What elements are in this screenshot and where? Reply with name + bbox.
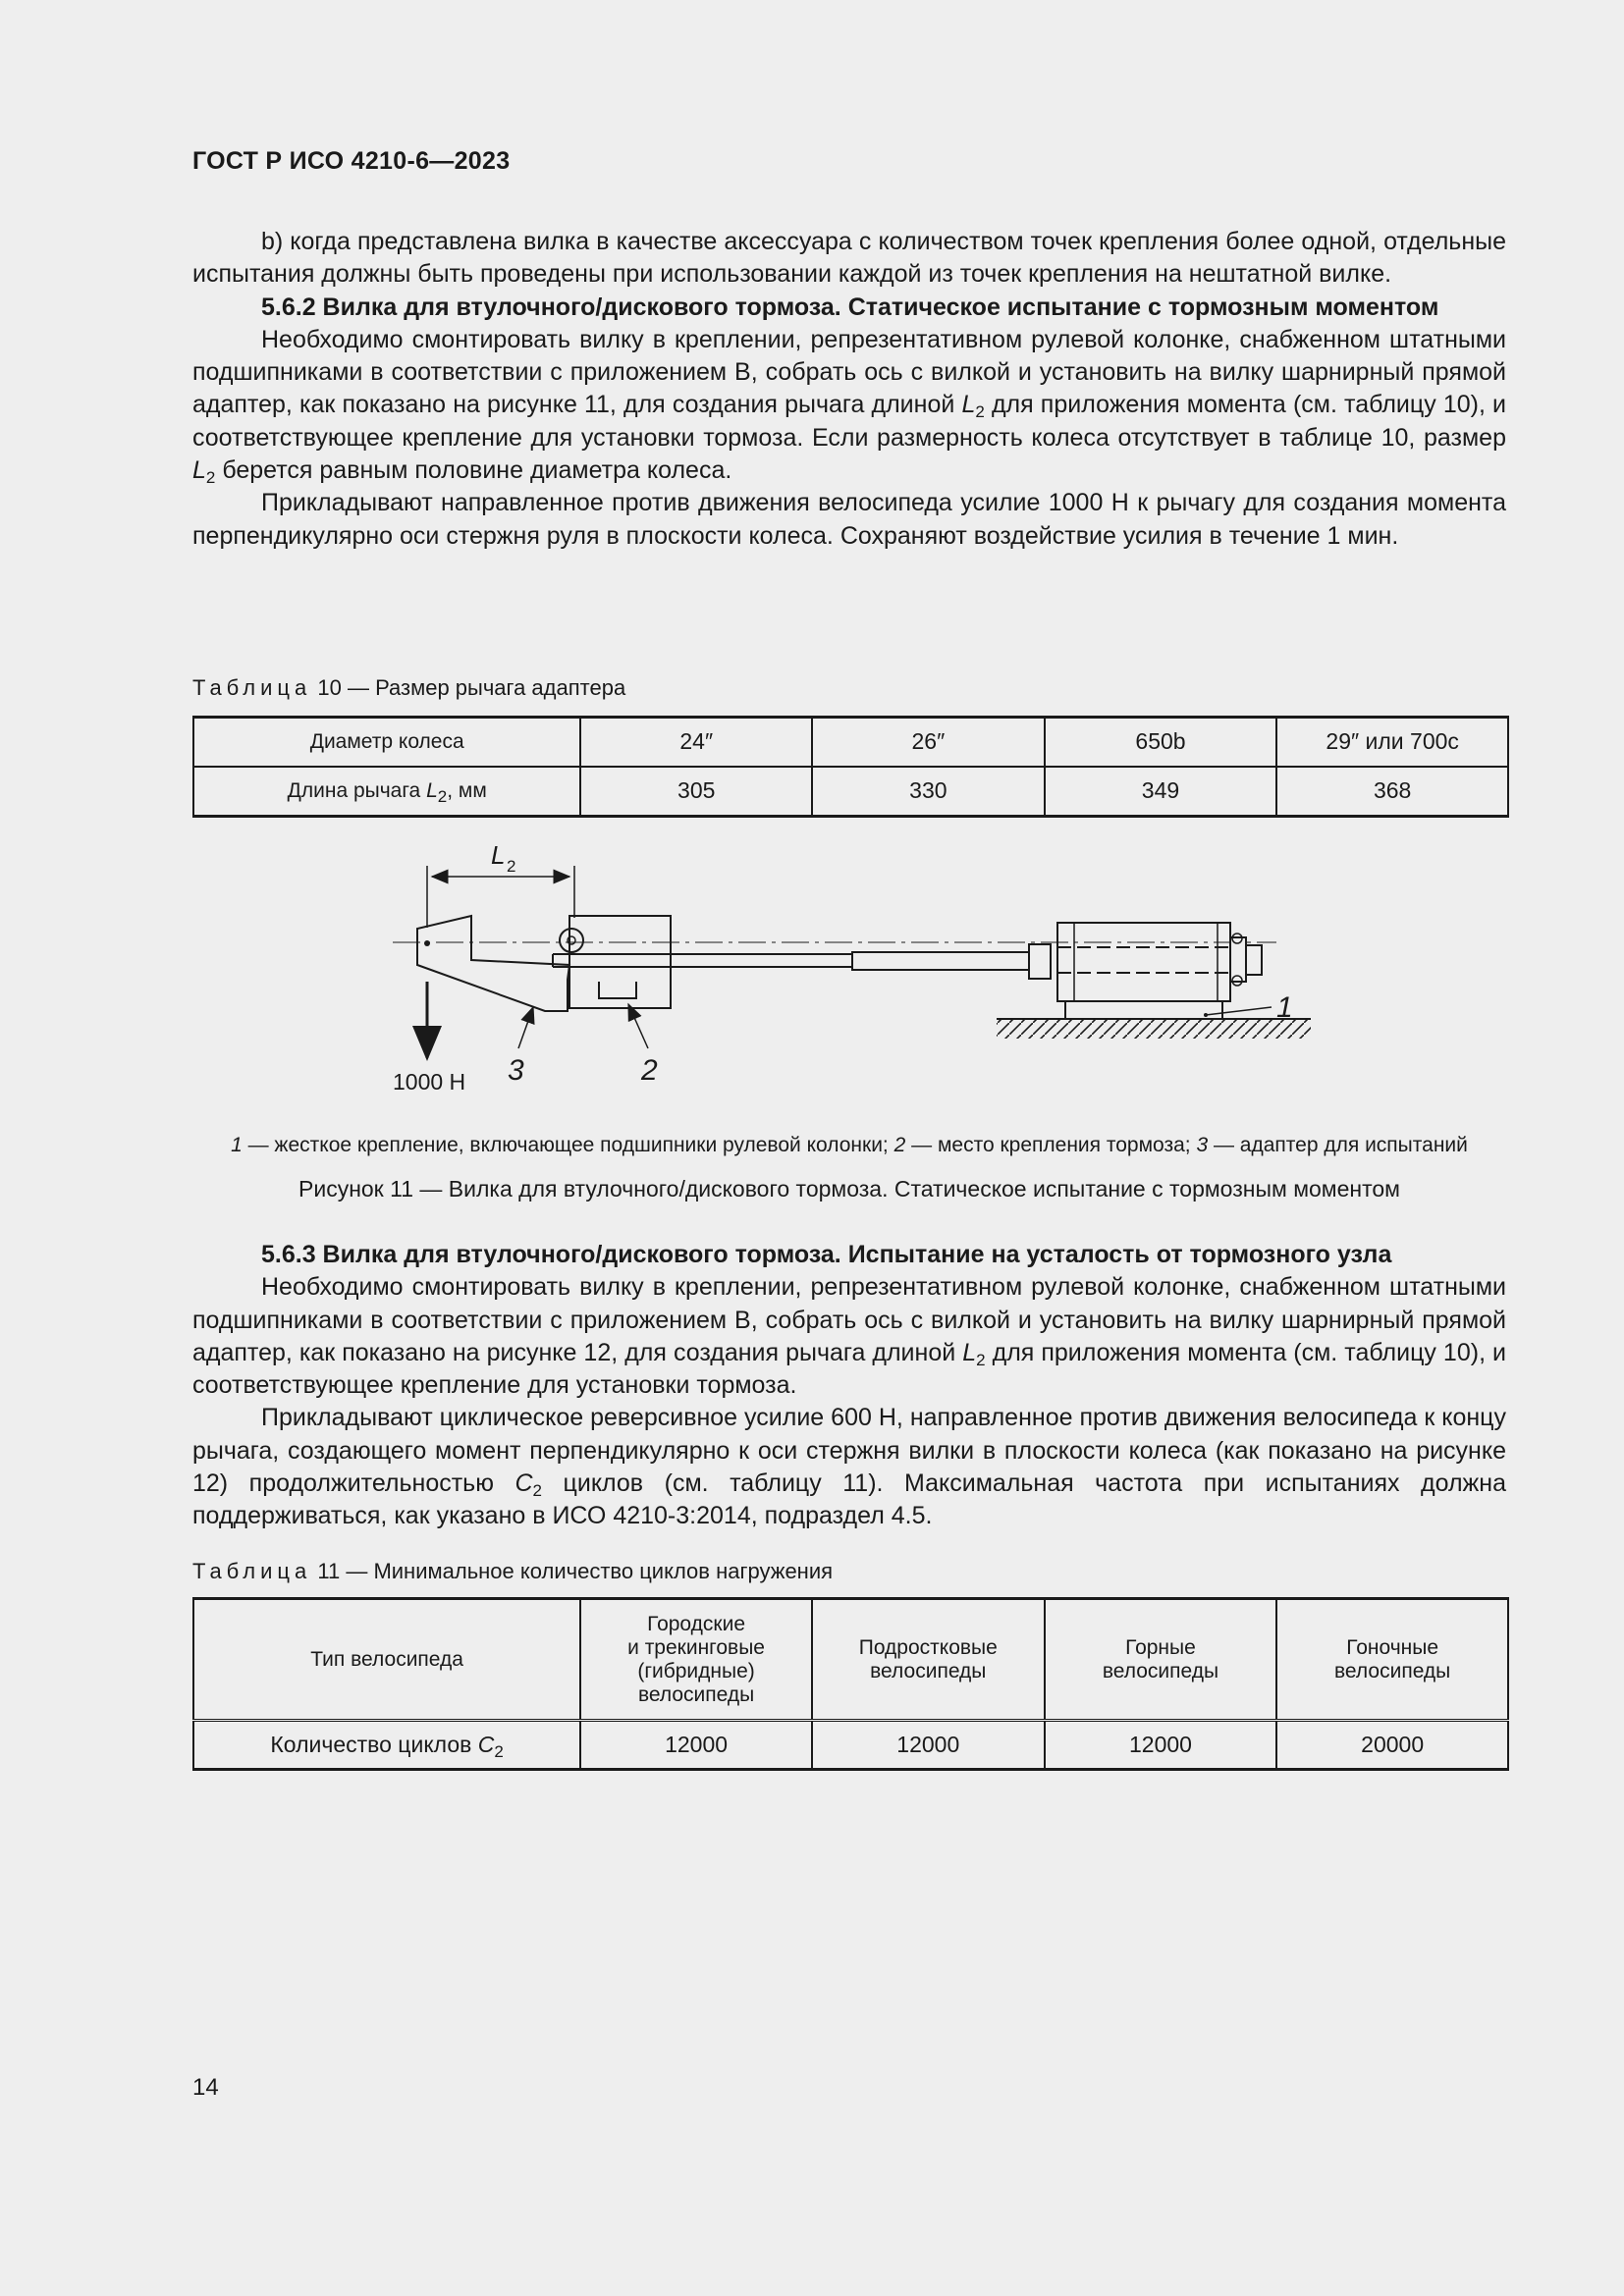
table-header-cell: Горные велосипеды xyxy=(1045,1599,1277,1721)
dim-label: L xyxy=(491,840,506,870)
table-cell-label: Длина рычага $L_2$, мм xyxy=(193,767,580,817)
table-cell: 305 xyxy=(580,767,812,817)
para-mounting-fatigue: Необходимо смонтировать вилку в креплении, репрезентативном рулевой колонке, снабженном штатными подшипниками в соответствии с приложением В, собрать ось с вилкой и установить на вилку шарнирный прямой адаптер, как показано на рисунке 12, для создания рычага длиной $L_2$ для приложения момента (см. таблицу 10), и соответствующее крепление для установки тормоза. xyxy=(192,1273,1506,1400)
para-mounting-static: Необходимо смонтировать вилку в креплении, репрезентативном рулевой колонке, снабженном штатными подшипниками в соответствии с приложением В, собрать ось с вилкой и установить на вилку шарнирный прямой адаптер, как показано на рисунке 11, для создания рычага длиной $L_2$ для приложения момента (см. таблицу 10), и соответствующее крепление для установки тормоза. Если размерность колеса отсутствует в таблице 10, размер $L_2$ берется равным половине диаметра колеса. xyxy=(192,325,1506,488)
para-force-1000: Прикладывают направленное против движения велосипеда усилие 1000 Н к рычагу для создания момента перпендикулярно оси стержня руля в плоскости колеса. Сохраняют воздействие усилия в течение 1 мин. xyxy=(192,489,1506,550)
body-text-top xyxy=(192,226,1506,553)
figure-11-drawing xyxy=(373,834,1335,1099)
table-cell: 26″ xyxy=(812,718,1045,767)
table-row xyxy=(193,767,1508,817)
dimension-l2 xyxy=(427,840,574,928)
table-cell: 330 xyxy=(812,767,1045,817)
table-cell: 12000 xyxy=(580,1721,812,1770)
callout-3: 3 xyxy=(508,1054,524,1087)
ground-hatch xyxy=(997,1019,1311,1039)
body-text-bottom xyxy=(192,1239,1506,1533)
table-header-cell: Городские и трекинговые (гибридные) велосипеды xyxy=(580,1599,812,1721)
table-11-caption: Таблица 11 — Минимальное количество циклов нагружения xyxy=(192,1559,834,1583)
table-header-label: Тип велосипеда xyxy=(193,1599,580,1721)
table-cell: 650b xyxy=(1045,718,1277,767)
table-header-cell: Подростковые велосипеды xyxy=(812,1599,1045,1721)
table-cell: 12000 xyxy=(1045,1721,1277,1770)
heading-5-6-2: 5.6.2 Вилка для втулочного/дискового тормоза. Статическое испытание с тормозным моментом xyxy=(261,293,1439,321)
table-cell: 12000 xyxy=(812,1721,1045,1770)
table-header-row xyxy=(193,1599,1508,1721)
dim-label-sub: 2 xyxy=(507,857,516,876)
table-row xyxy=(193,1721,1508,1770)
table-cell: 349 xyxy=(1045,767,1277,817)
table-cell-label: Количество циклов $C_2$ xyxy=(193,1721,580,1770)
table-cell-label: Диаметр колеса xyxy=(193,718,580,767)
force-label: 1000 Н xyxy=(393,1069,466,1095)
heading-5-6-3: 5.6.3 Вилка для втулочного/дискового тормоза. Испытание на усталость от тормозного узла xyxy=(261,1241,1392,1268)
page-number: 14 xyxy=(192,2074,219,2101)
table-cell: 29″ или 700c xyxy=(1276,718,1508,767)
para-force-600: Прикладывают циклическое реверсивное усилие 600 Н, направленное против движения велосипеда к концу рычага, создающего момент перпендикулярно к оси стержня вилки в плоскости колеса (как показано на рисунке 12) продолжительностью $C_2$ циклов (см. таблицу 11). Максимальная частота при испытаниях должна поддерживаться, как указано в ИСО 4210-3:2014, подраздел 4.5. xyxy=(192,1404,1506,1530)
test-adapter xyxy=(417,916,569,1011)
figure-11-caption: Рисунок 11 — Вилка для втулочного/дискового тормоза. Статическое испытание с тормозным моментом xyxy=(298,1176,1400,1201)
callout-2: 2 xyxy=(641,1054,658,1087)
table-header-cell: Гоночные велосипеды xyxy=(1276,1599,1508,1721)
table-10-caption: Таблица 10 — Размер рычага адаптера xyxy=(192,675,626,700)
brake-mount xyxy=(599,982,636,998)
figure-11-legend: 1 — жесткое крепление, включающее подшипники рулевой колонки; 2 — место крепления тормоза; 3 — адаптер для испытаний xyxy=(231,1134,1468,1156)
para-b: b) когда представлена вилка в качестве аксессуара с количеством точек крепления более одной, отдельные испытания должны быть проведены при использовании каждой из точек крепления на нештатной вилке. xyxy=(192,228,1506,289)
document-code-header: ГОСТ Р ИСО 4210-6—2023 xyxy=(192,147,511,175)
table-row xyxy=(193,718,1508,767)
table-cell: 368 xyxy=(1276,767,1508,817)
table-11 xyxy=(192,1597,1509,1771)
steerer-shaft xyxy=(852,952,1029,970)
table-cell: 24″ xyxy=(580,718,812,767)
callout-1: 1 xyxy=(1276,991,1293,1024)
fork-dropout-block xyxy=(569,916,671,1008)
rigid-fixture xyxy=(1057,923,1230,1001)
table-10 xyxy=(192,716,1509,818)
table-cell: 20000 xyxy=(1276,1721,1508,1770)
